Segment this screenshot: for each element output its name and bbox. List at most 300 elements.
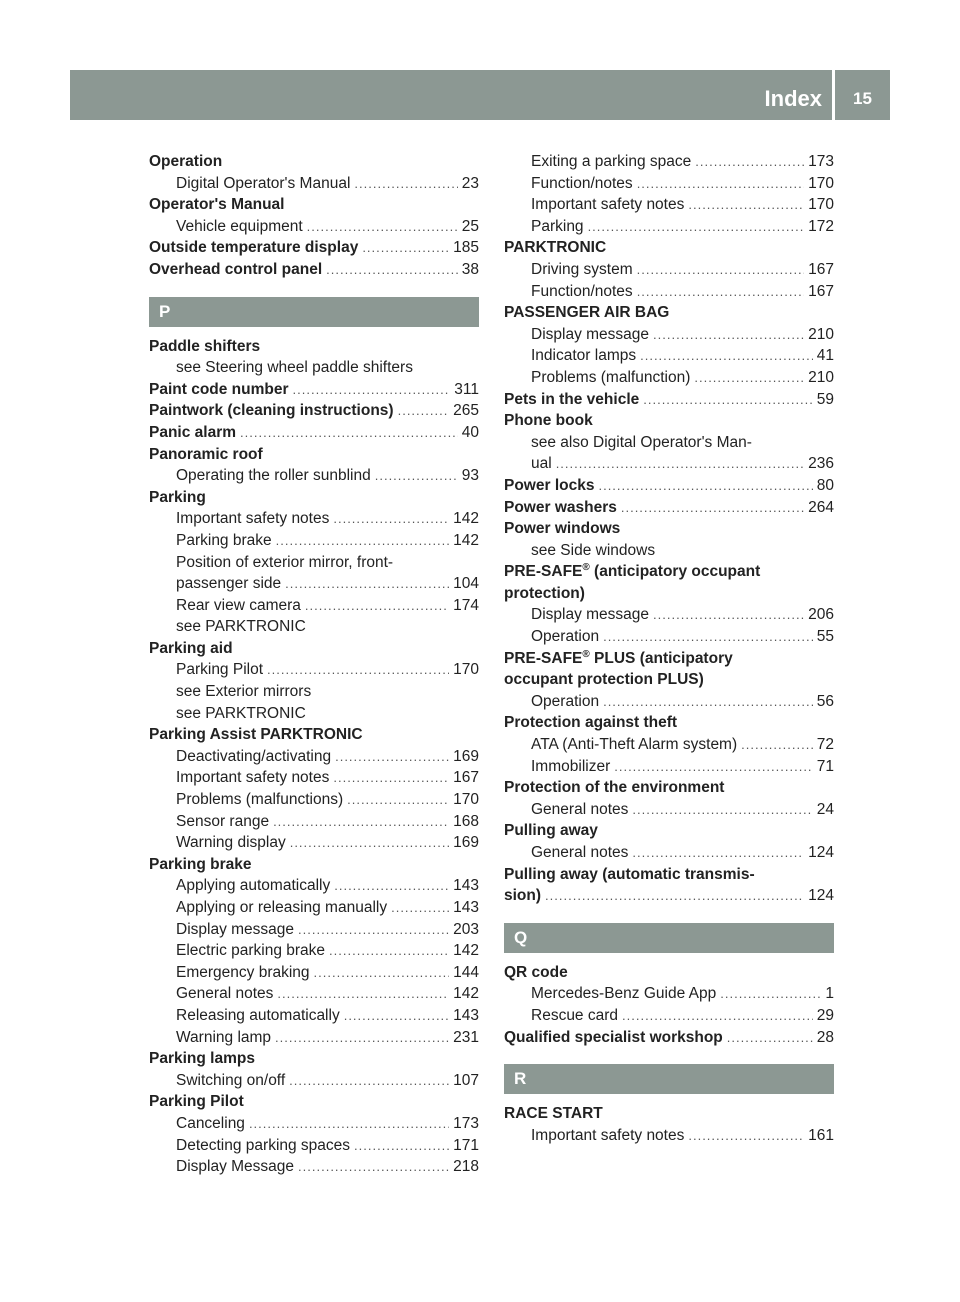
entry-label: Display message	[176, 920, 295, 938]
entry-text	[531, 983, 716, 1005]
entry-label: Digital Operator's Manual	[176, 174, 351, 192]
entry-text	[176, 983, 273, 1005]
leader-dots	[275, 1027, 449, 1049]
leader-dots	[632, 842, 804, 864]
page-reference: 1	[825, 985, 834, 1003]
index-subentry	[504, 324, 834, 346]
index-entry	[504, 389, 834, 411]
entry-label: Paint code number	[149, 380, 289, 398]
index-subentry	[149, 1027, 479, 1049]
leader-dots	[695, 151, 804, 173]
leader-dots	[688, 194, 804, 216]
entry-label: Qualified specialist workshop	[504, 1028, 723, 1046]
entry-label: Warning lamp	[176, 1028, 272, 1046]
index-entry	[504, 237, 834, 259]
entry-text	[504, 389, 639, 411]
entry-text	[531, 151, 691, 173]
index-entry	[504, 1027, 834, 1049]
index-subentry	[149, 1005, 479, 1027]
entry-label: Parking Pilot	[149, 1093, 244, 1111]
index-entry	[149, 194, 479, 216]
entry-label: Panic alarm	[149, 423, 237, 441]
index-entry	[149, 259, 479, 281]
index-entry	[149, 724, 479, 746]
index-entry	[504, 820, 834, 842]
entry-label: see PARKTRONIC	[176, 704, 306, 722]
entry-label: Important safety notes	[176, 510, 330, 528]
index-entry	[149, 336, 479, 358]
entry-label: passenger side	[176, 575, 282, 593]
page-reference: 143	[453, 899, 479, 916]
leader-dots	[307, 216, 458, 238]
index-subentry	[149, 1113, 479, 1135]
entry-text	[531, 173, 633, 195]
index-subentry	[149, 173, 479, 195]
leader-dots	[298, 919, 449, 941]
page-reference: 107	[453, 1071, 479, 1089]
entry-text	[504, 561, 760, 583]
entry-text	[149, 638, 233, 660]
page-reference: 80	[816, 476, 834, 494]
entry-label: Warning display	[176, 834, 286, 852]
entry-label: Display message	[531, 325, 650, 343]
entry-text	[176, 832, 286, 854]
entry-label: Parking Assist PARKTRONIC	[149, 726, 363, 744]
page-reference: 236	[808, 455, 834, 473]
page-reference: 231	[453, 1028, 479, 1046]
entry-label: Phone book	[504, 412, 593, 430]
registered-mark: ®	[582, 562, 590, 574]
index-subentry	[504, 983, 834, 1005]
page-reference: 167	[453, 769, 479, 787]
index-entry	[504, 583, 834, 605]
entry-text	[504, 885, 541, 907]
index-entry	[149, 400, 479, 422]
page-reference: 71	[816, 757, 834, 775]
leader-dots	[267, 659, 449, 681]
leader-dots	[290, 832, 449, 854]
index-subentry	[504, 1005, 834, 1027]
page-reference: 142	[453, 942, 479, 960]
entry-text	[176, 595, 301, 617]
leader-dots	[362, 237, 449, 259]
index-subentry	[504, 842, 834, 864]
entry-label: Operation	[531, 628, 600, 646]
index-subentry	[149, 746, 479, 768]
entry-text	[176, 962, 310, 984]
index-subentry	[149, 1070, 479, 1092]
entry-text	[531, 453, 552, 475]
entry-text	[176, 789, 343, 811]
page-reference: 168	[453, 812, 479, 830]
page-reference: 143	[453, 877, 479, 895]
index-subentry	[149, 681, 479, 703]
entry-label: Parking Pilot	[176, 661, 264, 679]
entry-label: PRE-SAFE	[504, 649, 583, 667]
index-entry	[504, 1103, 834, 1125]
leader-dots	[588, 216, 805, 238]
entry-label: Power windows	[504, 520, 621, 538]
entry-label: Pulling away	[504, 822, 598, 840]
entry-label: Problems (malfunction)	[531, 368, 691, 386]
leader-dots	[329, 940, 449, 962]
index-subentry	[149, 875, 479, 897]
index-entry	[504, 648, 834, 670]
page-reference: 124	[808, 844, 834, 861]
leader-dots	[335, 746, 449, 768]
index-entry	[149, 422, 479, 444]
leader-dots	[240, 422, 458, 444]
page-reference: 171	[453, 1136, 479, 1154]
entry-text	[504, 475, 594, 497]
entry-label: Canceling	[176, 1114, 245, 1132]
page-reference: 59	[816, 390, 834, 408]
index-subentry	[149, 595, 479, 617]
page-reference: 142	[453, 510, 479, 528]
page-reference: 167	[808, 282, 834, 300]
leader-dots	[637, 259, 804, 281]
index-entry	[149, 151, 479, 173]
leader-dots	[298, 1156, 449, 1178]
index-subentry	[504, 626, 834, 648]
leader-dots	[285, 573, 449, 595]
entry-text	[504, 712, 677, 734]
index-subentry	[504, 151, 834, 173]
leader-dots	[273, 811, 449, 833]
index-subentry	[149, 552, 479, 574]
page-reference: 173	[808, 153, 834, 170]
entry-text	[176, 552, 393, 574]
index-entry	[504, 497, 834, 519]
index-entry	[149, 487, 479, 509]
index-subentry	[504, 453, 834, 475]
index-entry	[504, 475, 834, 497]
index-subentry	[504, 216, 834, 238]
entry-text	[176, 1027, 271, 1049]
entry-label: Detecting parking spaces	[176, 1136, 351, 1154]
page-reference: 185	[453, 239, 479, 257]
entry-label: Parking lamps	[149, 1050, 255, 1068]
leader-dots	[375, 465, 458, 487]
entry-text	[176, 573, 281, 595]
entry-label: Parking	[531, 217, 584, 235]
entry-label: Power washers	[504, 498, 617, 516]
entry-label: Mercedes-Benz Guide App	[531, 985, 717, 1003]
index-column-left	[149, 151, 479, 1178]
index-subentry	[149, 703, 479, 725]
entry-text	[176, 1005, 340, 1027]
entry-label: Position of exterior mirror, front-	[176, 553, 394, 571]
section-header-q: Q	[504, 923, 834, 953]
entry-text	[176, 357, 413, 379]
page-reference: 29	[816, 1006, 834, 1024]
index-entry	[504, 561, 834, 583]
entry-label: Important safety notes	[176, 769, 330, 787]
entry-label: occupant protection PLUS)	[504, 671, 704, 689]
entry-label: Releasing automatically	[176, 1006, 340, 1024]
entry-label: Panoramic roof	[149, 445, 263, 463]
index-entry	[149, 854, 479, 876]
page-number: 15	[853, 89, 872, 108]
entry-text	[504, 669, 704, 691]
entry-label: Applying automatically	[176, 877, 331, 895]
page-reference: 206	[808, 606, 834, 624]
leader-dots	[354, 173, 457, 195]
page-reference: 93	[461, 467, 479, 485]
index-subentry	[149, 357, 479, 379]
entry-text	[149, 422, 236, 444]
entry-label: PASSENGER AIR BAG	[504, 304, 670, 322]
entry-text	[149, 400, 394, 422]
leader-dots	[334, 875, 449, 897]
leader-dots	[347, 789, 449, 811]
entry-label: Immobilizer	[531, 757, 611, 775]
page-reference: 40	[461, 423, 479, 441]
index-entry	[149, 444, 479, 466]
entry-label: Outside temperature display	[149, 239, 359, 257]
entry-label: Emergency braking	[176, 963, 310, 981]
entry-text	[149, 1091, 244, 1113]
entry-text	[531, 216, 584, 238]
entry-text	[531, 1125, 684, 1147]
index-entry	[504, 712, 834, 734]
page-reference: 25	[461, 217, 479, 235]
index-subentry	[149, 1135, 479, 1157]
entry-text	[504, 820, 598, 842]
index-subentry	[504, 1125, 834, 1147]
entry-text	[176, 681, 311, 703]
index-subentry	[504, 604, 834, 626]
index-entry	[149, 638, 479, 660]
leader-dots	[293, 379, 451, 401]
entry-text	[149, 237, 358, 259]
page-reference: 55	[816, 628, 834, 646]
leader-dots	[653, 324, 804, 346]
entry-label: Switching on/off	[176, 1071, 286, 1089]
page-reference: 104	[453, 575, 479, 593]
index-entry	[504, 864, 834, 886]
leader-dots	[333, 767, 449, 789]
entry-text	[176, 1070, 285, 1092]
page-reference: 142	[453, 531, 479, 549]
page-reference: 169	[453, 747, 479, 765]
entry-text	[176, 530, 272, 552]
entry-text	[504, 864, 755, 886]
page-reference: 172	[808, 217, 834, 235]
entry-label: Operator's Manual	[149, 196, 285, 214]
entry-text	[531, 734, 737, 756]
entry-label: see Side windows	[531, 541, 656, 559]
leader-dots	[276, 530, 449, 552]
leader-dots	[614, 756, 813, 778]
entry-label-continued: (anticipatory occupant	[589, 563, 761, 581]
entry-label: Paintwork (cleaning instructions)	[149, 402, 394, 420]
index-subentry	[149, 659, 479, 681]
index-subentry	[149, 216, 479, 238]
entry-text	[504, 518, 620, 540]
entry-text	[176, 1156, 294, 1178]
entry-label: Exiting a parking space	[531, 153, 692, 170]
entry-label: Pulling away (automatic transmis-	[504, 865, 755, 883]
page-reference: 169	[453, 834, 479, 852]
entry-label: Parking brake	[176, 531, 272, 549]
index-subentry	[149, 962, 479, 984]
entry-label: QR code	[504, 963, 568, 981]
page-reference: 124	[808, 887, 834, 905]
index-subentry	[504, 281, 834, 303]
index-entry	[149, 1048, 479, 1070]
page-reference: 161	[808, 1126, 834, 1144]
index-subentry	[504, 756, 834, 778]
entry-label: Parking aid	[149, 639, 233, 657]
index-entry	[504, 302, 834, 324]
index-entry	[149, 237, 479, 259]
entry-text	[531, 540, 655, 562]
page-reference: 218	[453, 1158, 479, 1176]
entry-label: Applying or releasing manually	[176, 899, 388, 916]
entry-label: see also Digital Operator's Man-	[531, 433, 752, 451]
entry-label: Display message	[531, 606, 650, 624]
entry-text	[504, 648, 733, 670]
entry-text	[176, 875, 330, 897]
index-subentry	[149, 1156, 479, 1178]
index-subentry	[504, 367, 834, 389]
entry-label: Operation	[531, 692, 600, 710]
page-reference: 173	[453, 1114, 479, 1132]
entry-label: Important safety notes	[531, 196, 685, 214]
entry-text	[176, 1135, 350, 1157]
entry-label: Function/notes	[531, 282, 633, 300]
index-entry	[504, 518, 834, 540]
entry-text	[176, 508, 329, 530]
entry-text	[531, 345, 636, 367]
page-reference: 210	[808, 325, 834, 343]
entry-label: Operating the roller sunblind	[176, 467, 371, 485]
entry-label: Pets in the vehicle	[504, 390, 640, 408]
entry-text	[149, 444, 263, 466]
index-subentry	[504, 173, 834, 195]
entry-text	[531, 259, 633, 281]
entry-text	[504, 777, 724, 799]
entry-label: see Steering wheel paddle shifters	[176, 359, 413, 377]
entry-label: Driving system	[531, 260, 633, 278]
entry-text	[504, 410, 593, 432]
index-subentry	[149, 465, 479, 487]
leader-dots	[640, 345, 813, 367]
entry-text	[504, 497, 617, 519]
page-reference: 167	[808, 260, 834, 278]
entry-text	[149, 854, 252, 876]
index-subentry	[149, 573, 479, 595]
leader-dots	[621, 497, 804, 519]
page-reference: 170	[453, 791, 479, 809]
entry-text	[176, 919, 294, 941]
entry-text	[149, 379, 289, 401]
page-reference: 210	[808, 368, 834, 386]
leader-dots	[249, 1113, 449, 1135]
index-subentry	[504, 799, 834, 821]
leader-dots	[398, 400, 450, 422]
leader-dots	[305, 595, 449, 617]
entry-text	[531, 691, 599, 713]
leader-dots	[688, 1125, 804, 1147]
page-reference: 174	[453, 596, 479, 614]
entry-label: General notes	[531, 800, 629, 818]
index-entry	[504, 669, 834, 691]
registered-mark: ®	[582, 648, 590, 660]
entry-text	[176, 897, 387, 919]
index-entry	[149, 1091, 479, 1113]
index-subentry	[149, 940, 479, 962]
entry-text	[176, 465, 371, 487]
index-subentry	[504, 259, 834, 281]
entry-label: ATA (Anti-Theft Alarm system)	[531, 736, 738, 754]
leader-dots	[643, 389, 813, 411]
entry-text	[149, 487, 206, 509]
page-reference: 24	[816, 800, 834, 818]
entry-label: Paddle shifters	[149, 337, 261, 355]
entry-text	[176, 216, 303, 238]
entry-text	[531, 281, 633, 303]
entry-text	[149, 194, 284, 216]
entry-label: Vehicle equipment	[176, 217, 303, 235]
index-subentry	[149, 530, 479, 552]
entry-label: protection)	[504, 584, 585, 602]
page-reference: 170	[808, 196, 834, 214]
leader-dots	[603, 626, 813, 648]
entry-label: Power locks	[504, 476, 595, 494]
entry-label: Important safety notes	[531, 1126, 685, 1144]
leader-dots	[326, 259, 458, 281]
entry-label: Rear view camera	[176, 596, 301, 614]
entry-label: Problems (malfunctions)	[176, 791, 344, 809]
leader-dots	[632, 799, 812, 821]
page-reference: 144	[453, 963, 479, 981]
index-subentry	[504, 691, 834, 713]
entry-text	[149, 1048, 255, 1070]
entry-label: Parking brake	[149, 855, 252, 873]
leader-dots	[289, 1070, 449, 1092]
entry-text	[504, 302, 669, 324]
entry-text	[504, 237, 606, 259]
index-subentry	[149, 983, 479, 1005]
entry-label: ual	[531, 455, 552, 473]
leader-dots	[314, 962, 450, 984]
entry-text	[149, 151, 222, 173]
index-entry	[504, 777, 834, 799]
entry-text	[176, 811, 269, 833]
leader-dots	[637, 173, 804, 195]
leader-dots	[653, 604, 804, 626]
entry-label: Electric parking brake	[176, 942, 326, 960]
index-subentry	[504, 194, 834, 216]
page-reference: 72	[816, 736, 834, 754]
index-subentry	[149, 919, 479, 941]
entry-text	[531, 432, 752, 454]
index-entry	[504, 885, 834, 907]
leader-dots	[391, 897, 449, 919]
leader-dots	[344, 1005, 449, 1027]
entry-text	[504, 1103, 603, 1125]
leader-dots	[277, 983, 449, 1005]
leader-dots	[637, 281, 804, 303]
entry-text	[531, 604, 649, 626]
entry-label: Rescue card	[531, 1006, 619, 1024]
entry-label: Sensor range	[176, 812, 270, 830]
entry-label: RACE START	[504, 1105, 603, 1123]
index-entry	[504, 962, 834, 984]
entry-text	[149, 259, 322, 281]
